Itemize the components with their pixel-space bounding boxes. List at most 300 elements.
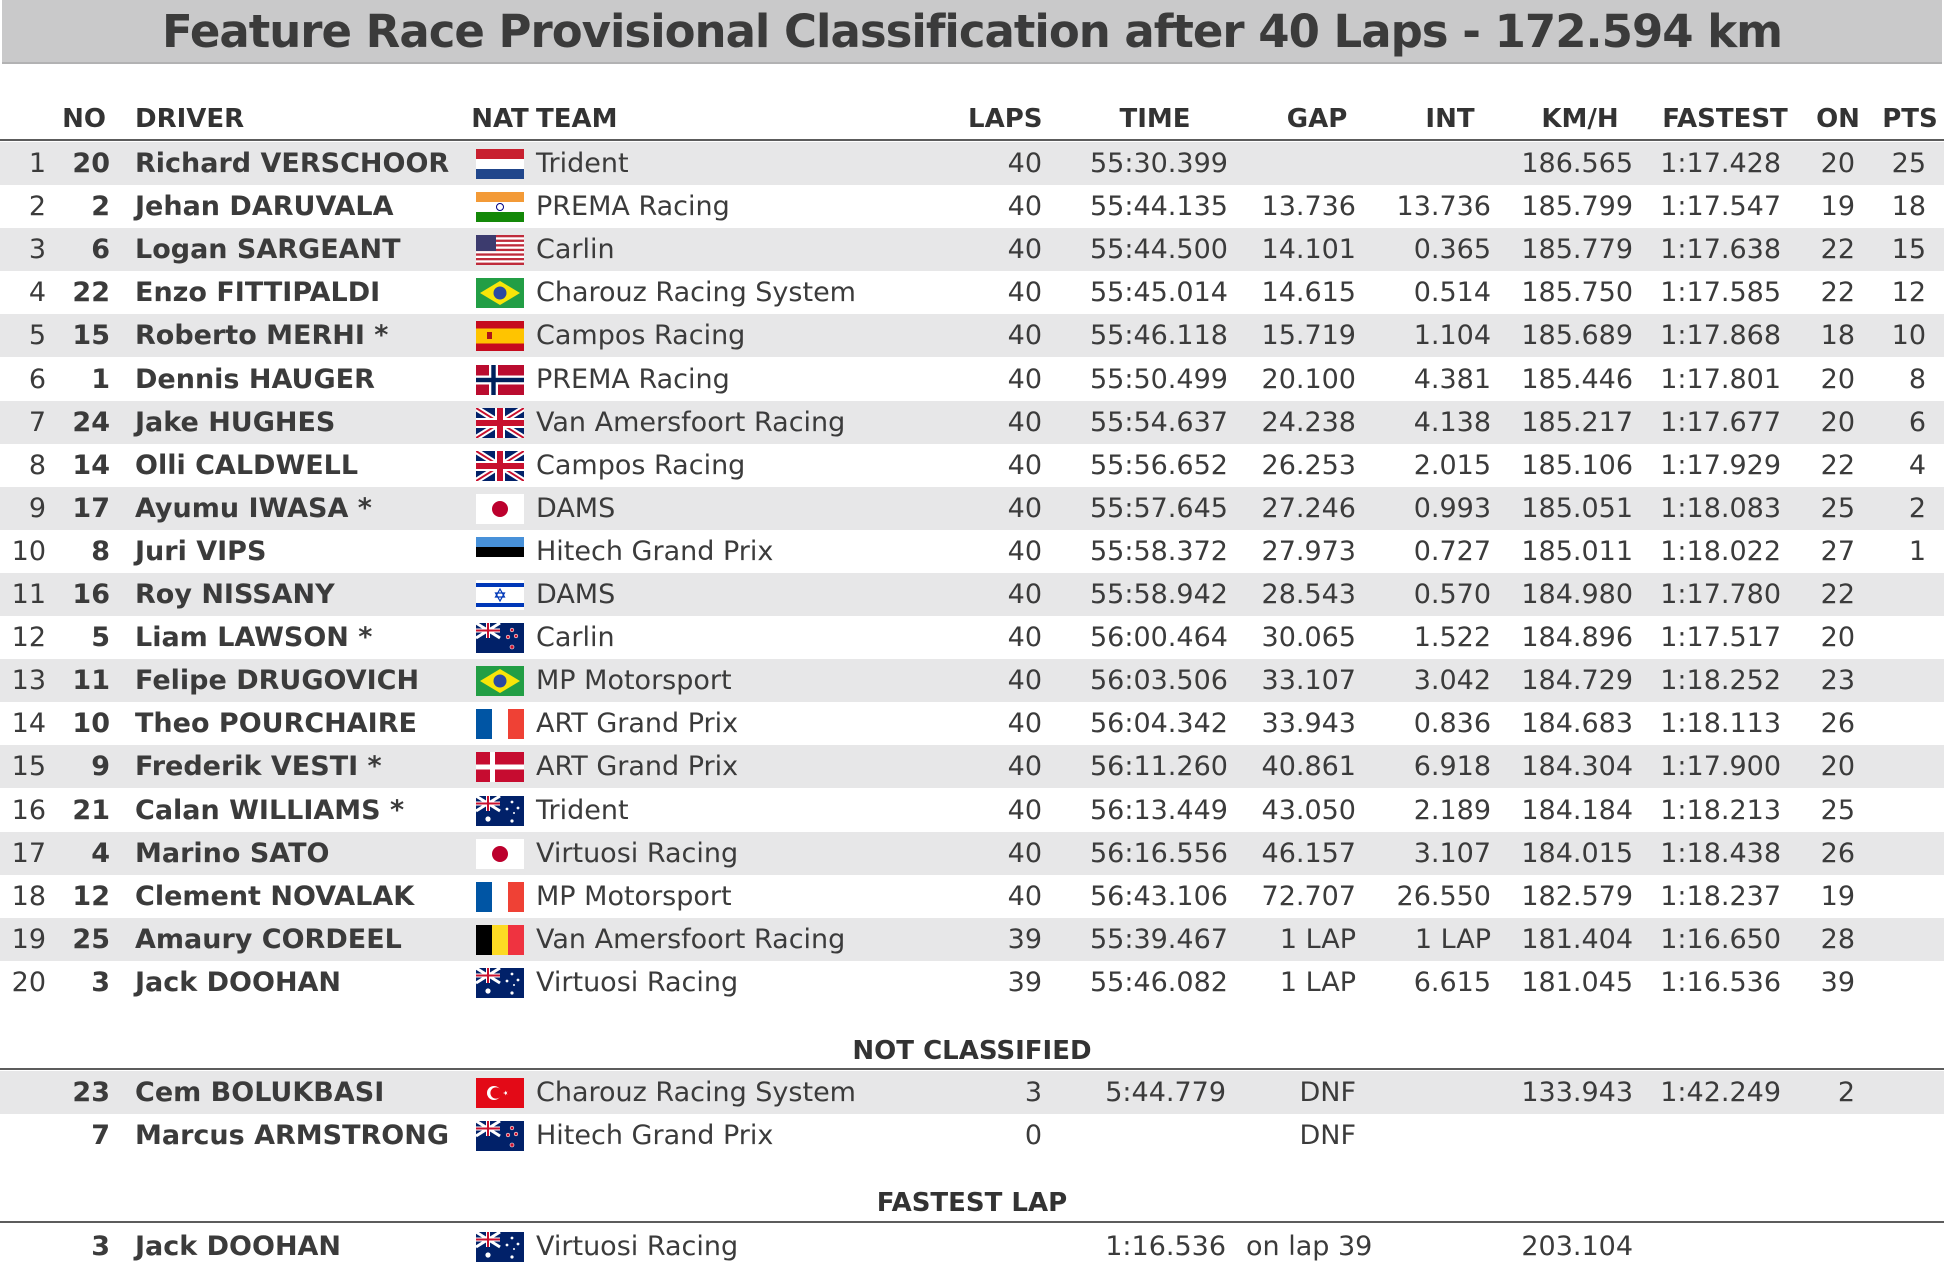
fastest-on-lap-cell: 20 xyxy=(1820,751,1855,783)
laps-cell: 40 xyxy=(1007,191,1042,223)
time-cell: 55:46.082 xyxy=(1090,966,1228,998)
points-cell: 25 xyxy=(1891,148,1926,179)
driver-cell: Ayumu IWASA * xyxy=(135,492,372,524)
points-cell: 18 xyxy=(1891,191,1926,223)
table-row xyxy=(0,401,1944,444)
gap-cell: 40.861 xyxy=(1261,751,1356,783)
fastest-lap-cell: 1:17.547 xyxy=(1660,191,1781,223)
position-cell: 6 xyxy=(28,363,46,395)
car-number-cell: 15 xyxy=(72,320,110,352)
interval-cell: 3.107 xyxy=(1413,837,1491,869)
team-cell: Van Amersfoort Racing xyxy=(536,406,846,438)
gap-cell: 20.100 xyxy=(1261,363,1356,395)
car-number-cell: 5 xyxy=(91,622,110,654)
gap-cell: 46.157 xyxy=(1261,837,1356,869)
table-row xyxy=(0,1114,1944,1157)
fastest-lap-time: 1:16.536 xyxy=(1105,1231,1226,1262)
time-cell: 55:58.942 xyxy=(1090,579,1228,610)
fastest-on-lap-cell: 2 xyxy=(1837,1077,1855,1108)
header-nat: NAT xyxy=(471,104,529,134)
interval-cell: 6.615 xyxy=(1413,966,1491,998)
driver-cell: Clement NOVALAK xyxy=(135,880,415,912)
fastest-lap-on-lap: on lap 39 xyxy=(1246,1231,1373,1262)
position-cell: 16 xyxy=(11,794,46,826)
fastest-on-lap-cell: 20 xyxy=(1820,363,1855,395)
laps-cell: 40 xyxy=(1007,794,1042,826)
table-row xyxy=(0,358,1944,401)
team-cell: PREMA Racing xyxy=(536,363,730,395)
driver-cell: Roy NISSANY xyxy=(135,579,335,610)
interval-cell: 2.015 xyxy=(1413,449,1491,481)
fastest-on-lap-cell: 39 xyxy=(1820,966,1855,998)
fastest-on-lap-cell: 26 xyxy=(1820,708,1855,740)
points-cell: 6 xyxy=(1908,406,1926,438)
driver-cell: Enzo FITTIPALDI xyxy=(135,277,381,309)
header-rule xyxy=(0,139,1944,141)
car-number-cell: 9 xyxy=(91,751,110,783)
team-cell: Trident xyxy=(536,148,629,179)
speed-cell: 185.106 xyxy=(1521,449,1633,481)
time-cell: 55:50.499 xyxy=(1090,363,1228,395)
car-number-cell: 11 xyxy=(72,665,110,697)
time-cell: 55:46.118 xyxy=(1090,320,1228,352)
points-cell: 4 xyxy=(1908,449,1926,481)
fastest-lap-cell: 1:17.677 xyxy=(1660,406,1781,438)
india-flag-icon xyxy=(476,192,524,222)
laps-cell: 40 xyxy=(1007,234,1042,266)
header-gap: GAP xyxy=(1286,104,1348,134)
table-row xyxy=(0,1071,1944,1114)
fastest-lap-cell: 1:18.237 xyxy=(1660,880,1781,912)
fastest-on-lap-cell: 23 xyxy=(1820,665,1855,697)
points-cell: 12 xyxy=(1891,277,1926,309)
france-flag-icon xyxy=(476,709,524,739)
interval-cell: 3.042 xyxy=(1413,665,1491,697)
position-cell: 11 xyxy=(11,579,46,610)
points-cell: 10 xyxy=(1891,320,1926,352)
header-laps: LAPS xyxy=(968,104,1043,134)
car-number-cell: 16 xyxy=(72,579,110,610)
speed-cell: 185.750 xyxy=(1521,277,1633,309)
table-row xyxy=(0,918,1944,961)
fastest-lap-cell: 1:18.252 xyxy=(1660,665,1781,697)
interval-cell: 1.522 xyxy=(1413,622,1491,654)
time-cell: 55:54.637 xyxy=(1090,406,1228,438)
table-row xyxy=(0,961,1944,1004)
header-team: TEAM xyxy=(536,104,618,134)
fastest-lap-cell: 1:18.438 xyxy=(1660,837,1781,869)
fastest-lap-cell: 1:42.249 xyxy=(1660,1077,1781,1108)
laps-cell: 40 xyxy=(1007,535,1042,567)
table-row xyxy=(0,573,1944,616)
japan-flag-icon xyxy=(476,839,524,869)
driver-cell: Juri VIPS xyxy=(135,535,267,567)
interval-cell: 0.570 xyxy=(1413,579,1491,610)
interval-cell: 0.993 xyxy=(1413,492,1491,524)
speed-cell: 185.799 xyxy=(1521,191,1633,223)
fastest-on-lap-cell: 22 xyxy=(1820,234,1855,266)
team-cell: Trident xyxy=(536,794,629,826)
position-cell: 17 xyxy=(11,837,46,869)
points-cell: 15 xyxy=(1891,234,1926,266)
time-cell: 56:13.449 xyxy=(1090,794,1228,826)
position-cell: 2 xyxy=(28,191,46,223)
position-cell: 13 xyxy=(11,665,46,697)
table-row xyxy=(0,875,1944,918)
car-number-cell: 17 xyxy=(72,492,110,524)
fastest-lap-cell: 1:16.650 xyxy=(1660,923,1781,955)
fastest-lap-rule xyxy=(0,1221,1944,1223)
time-cell: 56:16.556 xyxy=(1090,837,1228,869)
laps-cell: 40 xyxy=(1007,837,1042,869)
fastest-lap-cell: 1:17.517 xyxy=(1660,622,1781,654)
table-row xyxy=(0,530,1944,573)
speed-cell: 181.045 xyxy=(1521,966,1633,998)
new-zealand-flag-icon xyxy=(476,1121,524,1151)
gap-cell: 27.973 xyxy=(1261,535,1356,567)
header-kmh: KM/H xyxy=(1541,104,1619,134)
speed-cell: 133.943 xyxy=(1521,1077,1633,1108)
france-flag-icon xyxy=(476,882,524,912)
driver-cell: Logan SARGEANT xyxy=(135,234,401,266)
fastest-on-lap-cell: 27 xyxy=(1820,535,1855,567)
gap-cell: 13.736 xyxy=(1261,191,1356,223)
laps-cell: 3 xyxy=(1024,1077,1042,1108)
table-row xyxy=(0,271,1944,314)
interval-cell: 26.550 xyxy=(1396,880,1491,912)
team-cell: MP Motorsport xyxy=(536,880,732,912)
header-fastest: FASTEST xyxy=(1662,104,1788,134)
brazil-flag-icon xyxy=(476,278,524,308)
car-number-cell: 1 xyxy=(91,363,110,395)
fastest-on-lap-cell: 25 xyxy=(1820,794,1855,826)
position-cell: 5 xyxy=(28,320,46,352)
table-header xyxy=(0,96,1944,139)
driver-cell: Roberto MERHI * xyxy=(135,320,389,352)
driver-cell: Richard VERSCHOOR xyxy=(135,148,450,179)
laps-cell: 39 xyxy=(1007,923,1042,955)
fastest-lap-cell: 1:17.638 xyxy=(1660,234,1781,266)
laps-cell: 40 xyxy=(1007,708,1042,740)
netherlands-flag-icon xyxy=(476,149,524,179)
table-row xyxy=(0,228,1944,271)
car-number-cell: 8 xyxy=(91,535,110,567)
fastest-lap-row xyxy=(0,1225,1944,1268)
laps-cell: 40 xyxy=(1007,622,1042,654)
team-cell: Van Amersfoort Racing xyxy=(536,923,846,955)
position-cell: 20 xyxy=(11,966,46,998)
gap-cell: 72.707 xyxy=(1261,880,1356,912)
speed-cell: 182.579 xyxy=(1521,880,1633,912)
position-cell: 18 xyxy=(11,880,46,912)
points-cell: 1 xyxy=(1908,535,1926,567)
speed-cell: 185.446 xyxy=(1521,363,1633,395)
speed-cell: 184.980 xyxy=(1521,579,1633,610)
australia-flag-icon xyxy=(476,968,524,998)
team-cell: Charouz Racing System xyxy=(536,1077,856,1108)
interval-cell: 4.381 xyxy=(1413,363,1491,395)
brazil-flag-icon xyxy=(476,666,524,696)
driver-cell: Amaury CORDEEL xyxy=(135,923,402,955)
position-cell: 4 xyxy=(28,277,46,309)
israel-flag-icon xyxy=(476,580,524,610)
fastest-lap-cell: 1:17.929 xyxy=(1660,449,1781,481)
laps-cell: 40 xyxy=(1007,277,1042,309)
driver-cell: Frederik VESTI * xyxy=(135,751,382,783)
speed-cell: 186.565 xyxy=(1521,148,1633,179)
laps-cell: 40 xyxy=(1007,665,1042,697)
time-cell: 55:45.014 xyxy=(1090,277,1228,309)
gap-cell: 14.101 xyxy=(1261,234,1356,266)
header-int: INT xyxy=(1425,104,1475,134)
laps-cell: 40 xyxy=(1007,751,1042,783)
driver-cell: Liam LAWSON * xyxy=(135,622,373,654)
time-cell: 55:56.652 xyxy=(1090,449,1228,481)
fastest-on-lap-cell: 22 xyxy=(1820,579,1855,610)
gap-cell: 15.719 xyxy=(1261,320,1356,352)
car-number-cell: 14 xyxy=(72,449,110,481)
table-row xyxy=(0,314,1944,357)
time-cell: 55:44.135 xyxy=(1090,191,1228,223)
fastest-on-lap-cell: 20 xyxy=(1820,148,1855,179)
position-cell: 7 xyxy=(28,406,46,438)
driver-cell: Jehan DARUVALA xyxy=(135,191,394,223)
table-row xyxy=(0,745,1944,788)
car-number-cell: 3 xyxy=(91,966,110,998)
table-row xyxy=(0,142,1944,185)
car-number-cell: 22 xyxy=(72,277,110,309)
team-cell: Hitech Grand Prix xyxy=(536,1120,774,1151)
header-on: ON xyxy=(1816,104,1860,134)
gap-cell: 28.543 xyxy=(1261,579,1356,610)
speed-cell: 184.896 xyxy=(1521,622,1633,654)
laps-cell: 40 xyxy=(1007,148,1042,179)
fastest-lap-cell: 1:17.780 xyxy=(1660,579,1781,610)
team-cell: Campos Racing xyxy=(536,449,746,481)
fastest-on-lap-cell: 28 xyxy=(1820,923,1855,955)
fastest-lap-cell: 1:18.083 xyxy=(1660,492,1781,524)
australia-flag-icon xyxy=(476,1232,524,1262)
speed-cell: 184.015 xyxy=(1521,837,1633,869)
car-number-cell: 24 xyxy=(72,406,110,438)
position-cell: 1 xyxy=(28,148,46,179)
time-cell: 55:57.645 xyxy=(1090,492,1228,524)
fastest-on-lap-cell: 26 xyxy=(1820,837,1855,869)
usa-flag-icon xyxy=(476,235,524,265)
car-number-cell: 21 xyxy=(72,794,110,826)
laps-cell: 40 xyxy=(1007,579,1042,610)
speed-cell: 185.217 xyxy=(1521,406,1633,438)
fastest-lap-cell: 1:17.868 xyxy=(1660,320,1781,352)
gap-cell: 43.050 xyxy=(1261,794,1356,826)
interval-cell: 4.138 xyxy=(1413,406,1491,438)
interval-cell: 2.189 xyxy=(1413,794,1491,826)
fastest-lap-cell: 1:17.585 xyxy=(1660,277,1781,309)
time-cell: 55:44.500 xyxy=(1090,234,1228,266)
speed-cell: 185.051 xyxy=(1521,492,1633,524)
header-time: TIME xyxy=(1119,104,1191,134)
time-cell: 56:00.464 xyxy=(1090,622,1228,654)
driver-cell: Olli CALDWELL xyxy=(135,449,359,481)
table-row xyxy=(0,832,1944,875)
time-cell: 56:43.106 xyxy=(1090,880,1228,912)
gap-cell: 1 LAP xyxy=(1279,923,1356,955)
gap-cell: 24.238 xyxy=(1261,406,1356,438)
team-cell: ART Grand Prix xyxy=(536,708,739,740)
gap-cell: 1 LAP xyxy=(1279,966,1356,998)
table-row xyxy=(0,185,1944,228)
table-row xyxy=(0,702,1944,745)
time-cell: 5:44.779 xyxy=(1105,1077,1226,1108)
gap-cell: 14.615 xyxy=(1261,277,1356,309)
fastest-on-lap-cell: 25 xyxy=(1820,492,1855,524)
team-cell: Hitech Grand Prix xyxy=(536,535,774,567)
interval-cell: 6.918 xyxy=(1413,751,1491,783)
gap-cell: DNF xyxy=(1299,1120,1356,1151)
car-number-cell: 12 xyxy=(72,880,110,912)
driver-cell: Marino SATO xyxy=(135,837,330,869)
time-cell: 56:04.342 xyxy=(1090,708,1228,740)
belgium-flag-icon xyxy=(476,925,524,955)
position-cell: 14 xyxy=(11,708,46,740)
driver-cell: Marcus ARMSTRONG xyxy=(135,1120,450,1151)
car-number-cell: 25 xyxy=(72,923,110,955)
uk-flag-icon xyxy=(476,408,524,438)
fastest-on-lap-cell: 22 xyxy=(1820,449,1855,481)
spain-flag-icon xyxy=(476,321,524,351)
fastest-on-lap-cell: 20 xyxy=(1820,406,1855,438)
speed-cell: 184.729 xyxy=(1521,665,1633,697)
turkey-flag-icon xyxy=(476,1078,524,1108)
team-cell: DAMS xyxy=(536,579,616,610)
time-cell: 56:03.506 xyxy=(1090,665,1228,697)
driver-cell: Jake HUGHES xyxy=(135,406,336,438)
fastest-lap-cell: 1:18.213 xyxy=(1660,794,1781,826)
fastest-on-lap-cell: 18 xyxy=(1820,320,1855,352)
header-driver: DRIVER xyxy=(135,104,245,134)
laps-cell: 40 xyxy=(1007,363,1042,395)
laps-cell: 40 xyxy=(1007,320,1042,352)
australia-flag-icon xyxy=(476,796,524,826)
interval-cell: 13.736 xyxy=(1396,191,1491,223)
team-cell: MP Motorsport xyxy=(536,665,732,697)
speed-cell: 185.011 xyxy=(1521,535,1633,567)
team-cell: Campos Racing xyxy=(536,320,746,352)
fastest-lap-team: Virtuosi Racing xyxy=(536,1231,739,1262)
driver-cell: Felipe DRUGOVICH xyxy=(135,665,420,697)
estonia-flag-icon xyxy=(476,537,524,567)
team-cell: Virtuosi Racing xyxy=(536,966,739,998)
driver-cell: Theo POURCHAIRE xyxy=(135,708,417,740)
table-row xyxy=(0,616,1944,659)
fastest-on-lap-cell: 22 xyxy=(1820,277,1855,309)
interval-cell: 1.104 xyxy=(1413,320,1491,352)
time-cell: 56:11.260 xyxy=(1090,751,1228,783)
speed-cell: 184.184 xyxy=(1521,794,1633,826)
team-cell: Carlin xyxy=(536,234,615,266)
car-number-cell: 2 xyxy=(91,191,110,223)
table-row xyxy=(0,789,1944,832)
interval-cell: 1 LAP xyxy=(1414,923,1491,955)
driver-cell: Calan WILLIAMS * xyxy=(135,794,405,826)
points-cell: 2 xyxy=(1908,492,1926,524)
driver-cell: Dennis HAUGER xyxy=(135,363,375,395)
interval-cell: 0.514 xyxy=(1413,277,1491,309)
interval-cell: 0.365 xyxy=(1413,234,1491,266)
header-no: NO xyxy=(62,104,106,134)
position-cell: 15 xyxy=(11,751,46,783)
fastest-lap-cell: 1:17.801 xyxy=(1660,363,1781,395)
laps-cell: 0 xyxy=(1024,1120,1042,1151)
speed-cell: 184.304 xyxy=(1521,751,1633,783)
time-cell: 55:30.399 xyxy=(1090,148,1228,179)
car-number-cell: 10 xyxy=(72,708,110,740)
laps-cell: 40 xyxy=(1007,406,1042,438)
laps-cell: 40 xyxy=(1007,449,1042,481)
position-cell: 19 xyxy=(11,923,46,955)
not-classified-rule xyxy=(0,1068,1944,1070)
gap-cell: 30.065 xyxy=(1261,622,1356,654)
fastest-lap-cell: 1:17.900 xyxy=(1660,751,1781,783)
laps-cell: 39 xyxy=(1007,966,1042,998)
fastest-lap-driver: Jack DOOHAN xyxy=(135,1231,342,1262)
car-number-cell: 4 xyxy=(91,837,110,869)
fastest-lap-title: FASTEST LAP xyxy=(876,1188,1068,1218)
gap-cell: 26.253 xyxy=(1261,449,1356,481)
position-cell: 10 xyxy=(11,535,46,567)
position-cell: 12 xyxy=(11,622,46,654)
laps-cell: 40 xyxy=(1007,492,1042,524)
gap-cell: 33.943 xyxy=(1261,708,1356,740)
driver-cell: Cem BOLUKBASI xyxy=(135,1077,385,1108)
fastest-lap-cell: 1:18.113 xyxy=(1660,708,1781,740)
speed-cell: 184.683 xyxy=(1521,708,1633,740)
speed-cell: 185.779 xyxy=(1521,234,1633,266)
team-cell: Carlin xyxy=(536,622,615,654)
car-number-cell: 23 xyxy=(72,1077,110,1108)
fastest-lap-cell: 1:16.536 xyxy=(1660,966,1781,998)
car-number-cell: 6 xyxy=(91,234,110,266)
japan-flag-icon xyxy=(476,494,524,524)
not-classified-title: NOT CLASSIFIED xyxy=(852,1036,1092,1066)
page-title: Feature Race Provisional Classification after 40 Laps - 172.594 km xyxy=(2,0,1942,64)
interval-cell: 0.727 xyxy=(1413,535,1491,567)
norway-flag-icon xyxy=(476,365,524,395)
fastest-lap-kmh: 203.104 xyxy=(1521,1231,1633,1262)
time-cell: 55:39.467 xyxy=(1090,923,1228,955)
fastest-on-lap-cell: 19 xyxy=(1820,191,1855,223)
denmark-flag-icon xyxy=(476,752,524,782)
fastest-lap-no: 3 xyxy=(91,1231,110,1262)
position-cell: 9 xyxy=(28,492,46,524)
fastest-on-lap-cell: 20 xyxy=(1820,622,1855,654)
uk-flag-icon xyxy=(476,451,524,481)
position-cell: 8 xyxy=(28,449,46,481)
fastest-on-lap-cell: 19 xyxy=(1820,880,1855,912)
laps-cell: 40 xyxy=(1007,880,1042,912)
gap-cell: 33.107 xyxy=(1261,665,1356,697)
table-row xyxy=(0,487,1944,530)
team-cell: Charouz Racing System xyxy=(536,277,856,309)
fastest-lap-cell: 1:17.428 xyxy=(1660,148,1781,179)
team-cell: PREMA Racing xyxy=(536,191,730,223)
driver-cell: Jack DOOHAN xyxy=(135,966,342,998)
team-cell: ART Grand Prix xyxy=(536,751,739,783)
time-cell: 55:58.372 xyxy=(1090,535,1228,567)
speed-cell: 185.689 xyxy=(1521,320,1633,352)
points-cell: 8 xyxy=(1908,363,1926,395)
car-number-cell: 20 xyxy=(72,148,110,179)
